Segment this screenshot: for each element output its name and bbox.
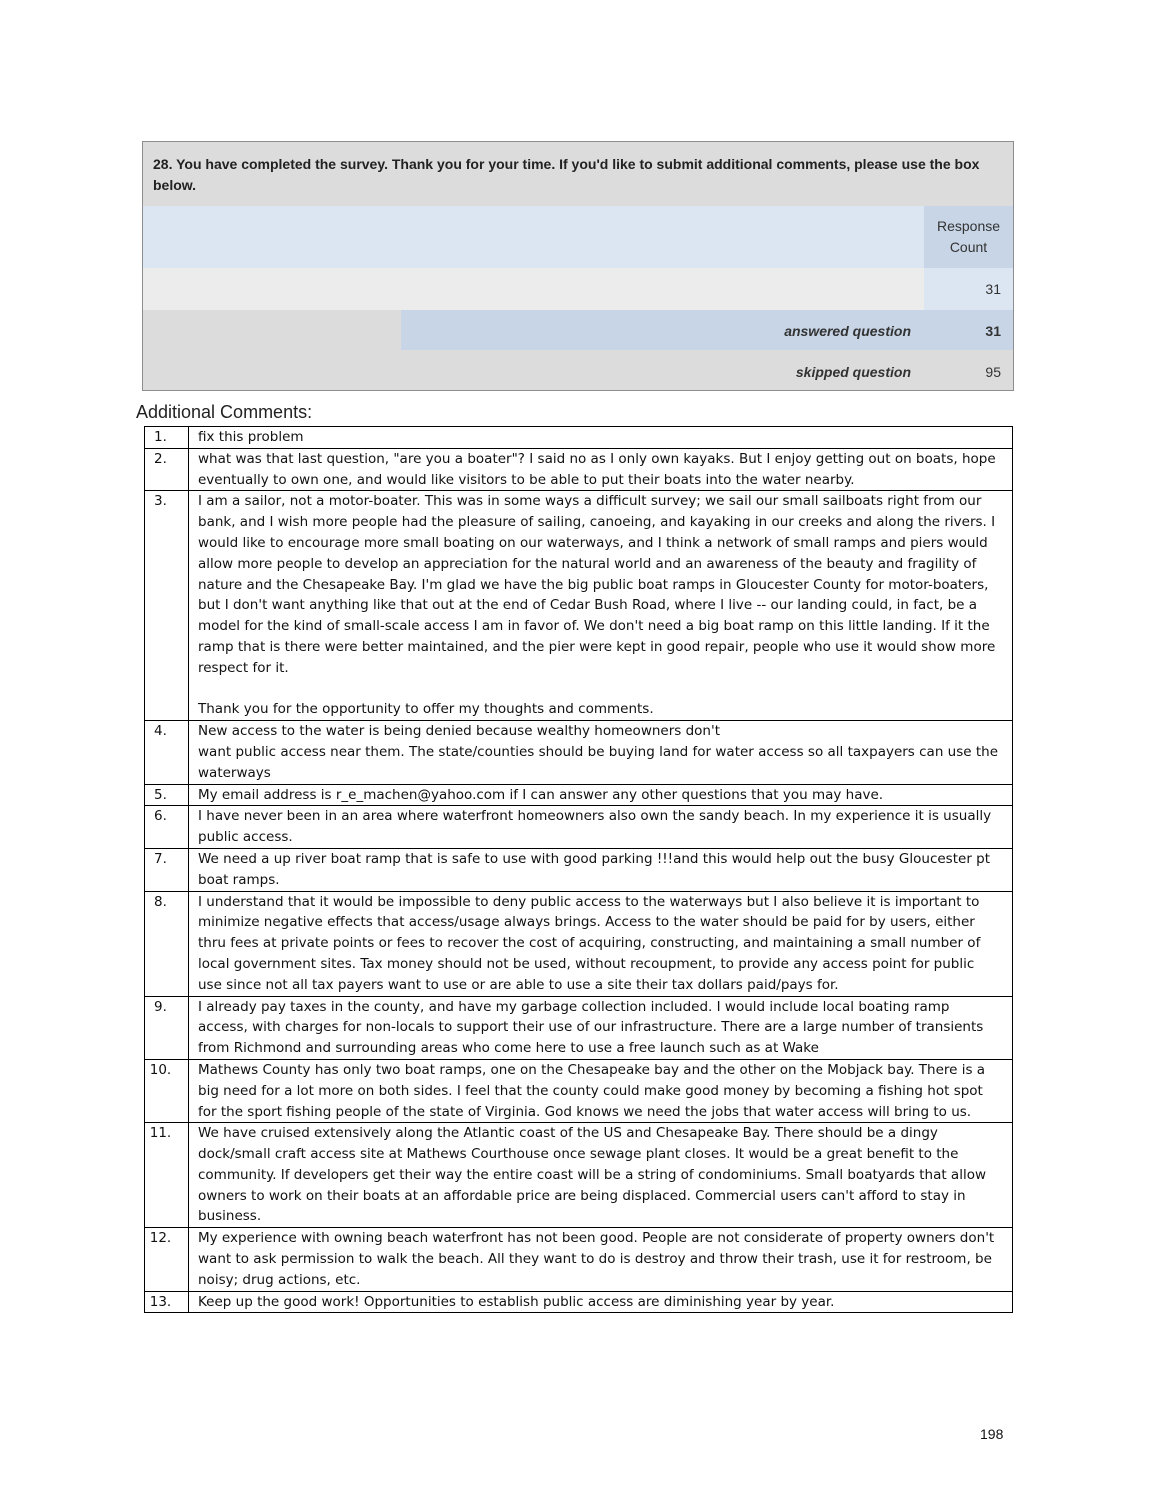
answered-question-value: 31 [985, 323, 1001, 339]
comment-number: 9. [145, 996, 189, 1059]
comments-table [144, 426, 1013, 1313]
comment-text: My experience with owning beach waterfront has not been good. People are not considerate of property owners don't want to ask permission to walk the beach. All they want to do is destroy and throw their trash, use it for restroom, be noisy; drug actions, etc. [189, 1228, 1013, 1291]
comment-row [145, 1291, 1013, 1313]
comment-text: Keep up the good work! Opportunities to establish public access are diminishing year by year. [189, 1291, 1013, 1313]
comment-row [145, 1059, 1013, 1122]
comment-number: 13. [145, 1291, 189, 1313]
comment-row [145, 891, 1013, 996]
comment-number: 3. [145, 491, 189, 721]
page-number: 198 [980, 1426, 1004, 1442]
comment-number: 4. [145, 721, 189, 784]
comment-row [145, 806, 1013, 849]
comment-row [145, 491, 1013, 721]
additional-comments-heading: Additional Comments: [136, 402, 313, 422]
comment-text: I already pay taxes in the county, and have my garbage collection included. I would include local boating ramp access, with charges for non-locals to support their use of our infrastructure. There are a large number of transients from Richmond and surrounding areas who come here to use a free launch such as at Wake [189, 996, 1013, 1059]
comment-number: 5. [145, 784, 189, 806]
comment-number: 6. [145, 806, 189, 849]
comment-text: My email address is r_e_machen@yahoo.com if I can answer any other questions that you may have. [189, 784, 1013, 806]
header-band [143, 206, 1013, 268]
comment-text: Mathews County has only two boat ramps, one on the Chesapeake bay and the other on the Mobjack bay. There is a big need for a lot more on both sides. I feel that the county could make good money by becoming a fishing hot spot for the sport fishing people of the state of Virginia. God knows we need the jobs that water access will bring to us. [189, 1059, 1013, 1122]
comment-row [145, 427, 1013, 449]
comment-text: New access to the water is being denied because wealthy homeowners don't want public access near them. The state/counties should be buying land for water access so all taxpayers can use the waterways [189, 721, 1013, 784]
comment-text: I am a sailor, not a motor-boater. This was in some ways a difficult survey; we sail our small sailboats right from our bank, and I wish more people had the pleasure of sailing, canoeing, and kayaking in our creeks and along the rivers. I would like to encourage more small boating on our waterways, and I think a network of small ramps and piers would allow more people to develop an appreciation for the natural world and an awareness of the beauty and fragility of nature and the Chesapeake Bay. I'm glad we have the big public boat ramps in Gloucester County for motor-boaters, but I don't want anything like that out at the end of Cedar Bush Road, where I live -- our landing could, in fact, be a model for the kind of small-scale access I am in favor of. We don't need a big boat ramp on this little landing. If it the ramp that is there were better maintained, and the pier were kept in good repair, people who use it would show more respect for it. Thank you for the opportunity to offer my thoughts and comments. [189, 491, 1013, 721]
comment-row [145, 721, 1013, 784]
comment-number: 2. [145, 448, 189, 491]
comment-text: what was that last question, "are you a boater"? I said no as I only own kayaks. But I enjoy getting out on boats, hope eventually to own one, and would like visitors to be able to put their boats into the water nearby. [189, 448, 1013, 491]
comment-row [145, 1228, 1013, 1291]
comment-text: We have cruised extensively along the Atlantic coast of the US and Chesapeake Bay. There should be a dingy dock/small craft access site at Mathews Courthouse once sewage plant closes. It would be a great benefit to the community. If developers get their way the entire coast will be a string of condominiums. Small boatyards that allow owners to work on their boats at an affordable price are being displaced. Commercial users can't afford to stay in business. [189, 1123, 1013, 1228]
comment-row [145, 996, 1013, 1059]
response-count-header: Response Count [924, 206, 1013, 268]
comment-number: 12. [145, 1228, 189, 1291]
comment-text: I understand that it would be impossible to deny public access to the waterways but I also believe it is important to minimize negative effects that access/usage always brings. Access to the water should be paid for by users, either thru fees at private points or fees to recover the cost of acquiring, constructing, and maintaining a small number of local government sites. Tax money should not be used, without recoupment, to provide any access point for public use since not all tax payers want to use or are able to use a site their tax dollars paid/pays for. [189, 891, 1013, 996]
survey-summary-box [142, 141, 1014, 391]
comment-text: I have never been in an area where waterfront homeowners also own the sandy beach. In my experience it is usually public access. [189, 806, 1013, 849]
comment-row [145, 848, 1013, 891]
comment-row [145, 1123, 1013, 1228]
skipped-question-value: 95 [985, 364, 1001, 380]
survey-question: 28. You have completed the survey. Thank you for your time. If you'd like to submit additional comments, please use the box below. [153, 156, 980, 193]
answered-question-label: answered question [784, 323, 911, 339]
comment-text: We need a up river boat ramp that is safe to use with good parking !!!and this would help out the busy Gloucester pt boat ramps. [189, 848, 1013, 891]
skipped-question-label: skipped question [795, 364, 911, 380]
comment-number: 1. [145, 427, 189, 449]
comment-number: 11. [145, 1123, 189, 1228]
comment-number: 7. [145, 848, 189, 891]
comment-number: 8. [145, 891, 189, 996]
comment-row [145, 784, 1013, 806]
comment-text: fix this problem [189, 427, 1013, 449]
response-count-value: 31 [924, 268, 1013, 310]
comment-row [145, 448, 1013, 491]
comment-number: 10. [145, 1059, 189, 1122]
response-row [143, 268, 1013, 310]
